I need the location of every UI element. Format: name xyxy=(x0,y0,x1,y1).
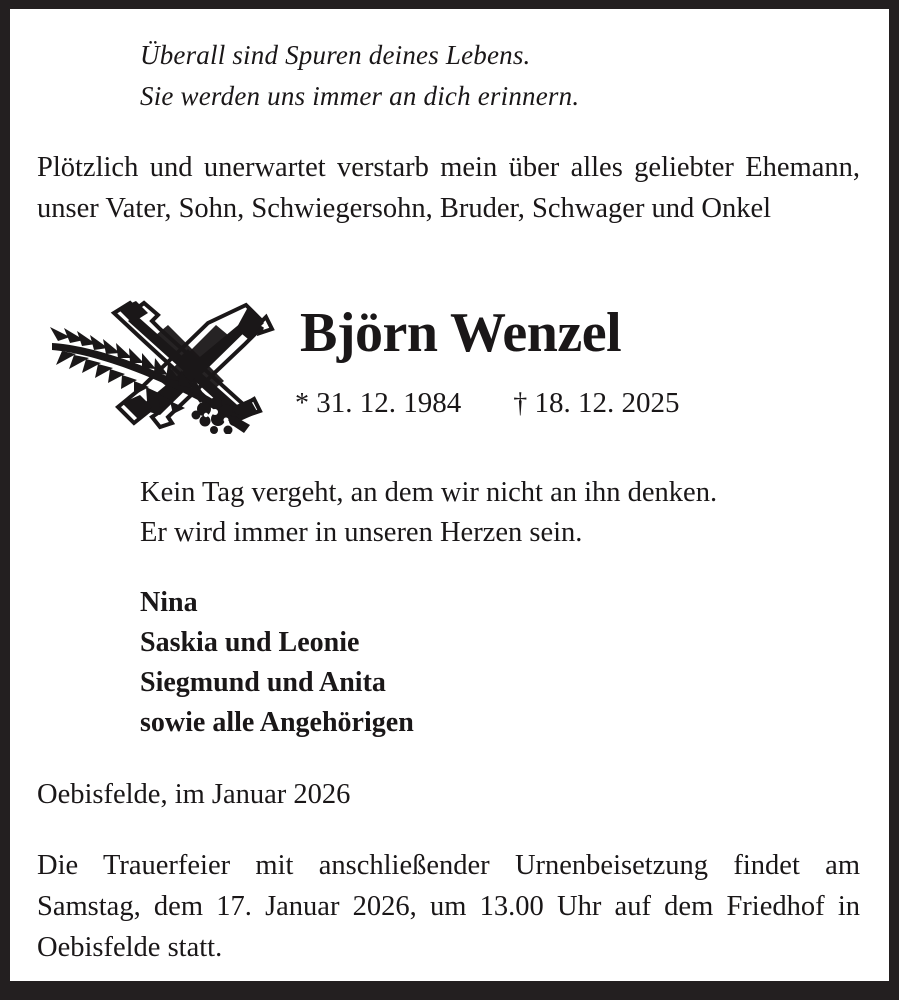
opening-quote xyxy=(140,35,880,117)
ceremony-details: Die Trauerfeier mit anschließender Urnenbeisetzung findet am Samstag, dem 17. Januar 2026, um 13.00 Uhr auf dem Friedhof in Oebisfelde statt. xyxy=(37,850,860,963)
birth-star-icon: * xyxy=(295,388,309,419)
survivor-line-1: Nina xyxy=(140,587,198,618)
survivors-list xyxy=(140,583,740,743)
survivor-line-3: Siegmund und Anita xyxy=(140,667,386,698)
memorial-verse-line-1: Kein Tag vergeht, an dem wir nicht an ihn denken. xyxy=(140,477,718,508)
name-block xyxy=(10,299,889,444)
memorial-verse xyxy=(140,473,880,553)
place-and-date-line: Oebisfelde, im Januar 2026 xyxy=(37,779,351,810)
intro-paragraph: Plötzlich und unerwartet verstarb mein über alles geliebter Ehemann, unser Vater, Sohn, Schwiegersohn, Bruder, Schwager und Onkel xyxy=(37,152,860,224)
survivor-line-4: sowie alle Angehörigen xyxy=(140,707,414,738)
opening-quote-line-1: Überall sind Spuren deines Lebens. xyxy=(140,40,531,70)
birth-date-group xyxy=(295,387,461,419)
notice-inner-panel xyxy=(10,9,889,981)
survivor-line-2: Saskia und Leonie xyxy=(140,627,360,658)
death-date: 18. 12. 2025 xyxy=(534,387,680,419)
opening-quote-line-2: Sie werden uns immer an dich erinnern. xyxy=(140,81,580,111)
death-cross-icon: † xyxy=(513,388,528,419)
cross-with-palm-frond-and-flower-icon xyxy=(48,299,278,434)
death-date-group xyxy=(513,387,679,419)
deceased-name: Björn Wenzel xyxy=(300,302,622,364)
life-dates xyxy=(295,384,815,423)
birth-date: 31. 12. 1984 xyxy=(316,387,462,419)
memorial-verse-line-2: Er wird immer in unseren Herzen sein. xyxy=(140,517,583,548)
